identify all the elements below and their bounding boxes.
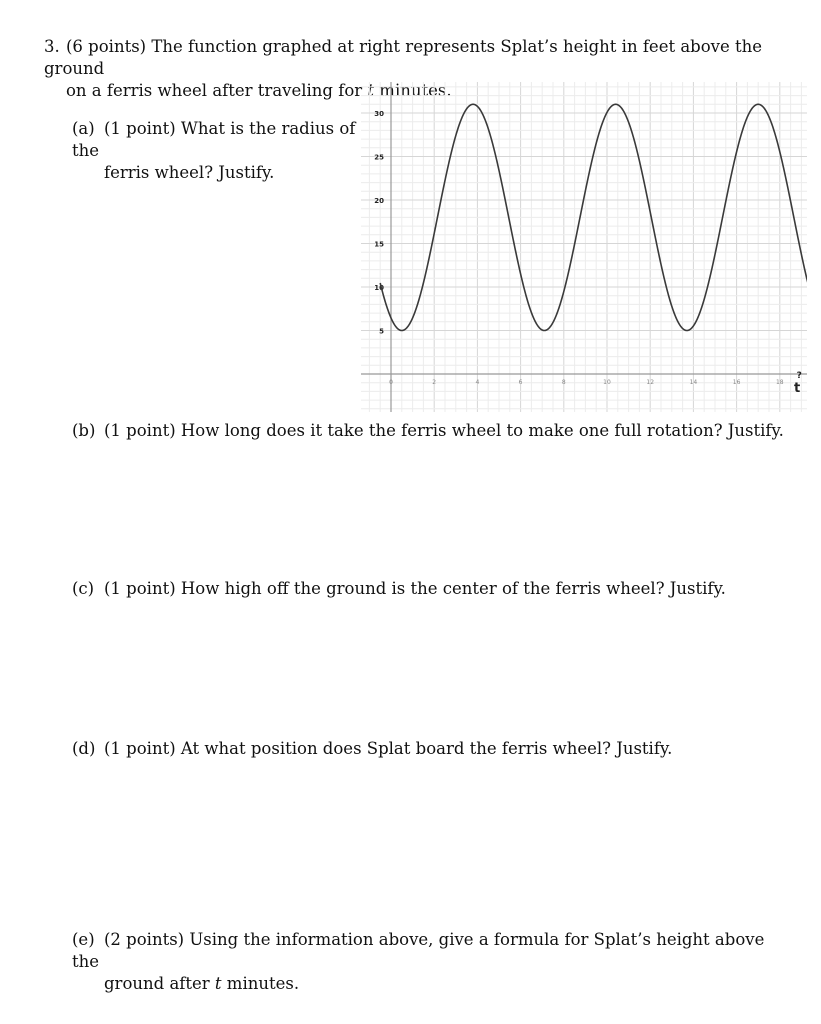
y-tick-label: 10 — [374, 284, 384, 292]
problem-number: 3. — [44, 37, 60, 56]
part-b-label: (b) — [72, 421, 96, 440]
problem-line-2-end: minutes. — [374, 81, 452, 100]
x-tick-label: 4 — [475, 379, 480, 386]
x-tick-label: 18 — [775, 379, 784, 386]
part-d-question: (1 point) At what position does Splat board the ferris wheel? Justify. — [104, 739, 673, 758]
part-a-question-line-1: (1 point) What is the radius of the — [72, 119, 356, 160]
part-a-label: (a) — [72, 119, 95, 138]
problem-line-2-text: on a ferris wheel after traveling for — [66, 81, 368, 100]
x-axis-label: t — [793, 381, 801, 396]
part-b — [72, 420, 792, 442]
y-tick-label: 15 — [374, 240, 384, 249]
x-tick-label: 6 — [518, 379, 523, 386]
x-axis-arrow: ? — [796, 371, 802, 381]
y-tick-label: 30 — [374, 110, 384, 118]
part-e-question-line-1: (2 points) Using the information above, give a formula for Splat’s height above the — [72, 930, 765, 971]
ferris-wheel-height-graph — [361, 82, 807, 412]
part-c-question: (1 point) How high off the ground is the center of the ferris wheel? Justify. — [104, 579, 726, 598]
y-tick-label: 5 — [379, 327, 384, 336]
x-tick-label: 12 — [646, 379, 655, 386]
x-tick-label: 16 — [732, 379, 741, 386]
part-e-label: (e) — [72, 930, 95, 949]
problem-line-1: (6 points) The function graphed at right represents Splat’s height in feet above the ground — [44, 37, 763, 78]
x-tick-label: 2 — [432, 379, 437, 386]
y-tick-label: 20 — [374, 197, 384, 205]
part-e-line-2-text: ground after — [104, 974, 215, 993]
part-e-question-line-2 — [72, 973, 792, 995]
part-b-question: (1 point) How long does it take the ferris wheel to make one full rotation? Justify. — [104, 421, 784, 440]
part-a-question-line-2: ferris wheel? Justify. — [104, 163, 275, 182]
part-c — [72, 578, 792, 600]
x-tick-label: 10 — [603, 379, 611, 386]
y-tick-label: 25 — [374, 153, 384, 162]
x-tick-label: 0 — [389, 379, 393, 386]
part-c-label: (c) — [72, 579, 95, 598]
variable-t: t — [214, 974, 222, 993]
part-e — [72, 929, 792, 995]
x-tick-label: 8 — [561, 379, 566, 386]
part-d — [72, 738, 792, 760]
variable-t: t — [367, 81, 375, 100]
part-d-label: (d) — [72, 739, 96, 758]
part-a — [72, 118, 372, 184]
x-tick-label: 14 — [689, 379, 698, 386]
part-e-line-2-end: minutes. — [221, 974, 300, 993]
